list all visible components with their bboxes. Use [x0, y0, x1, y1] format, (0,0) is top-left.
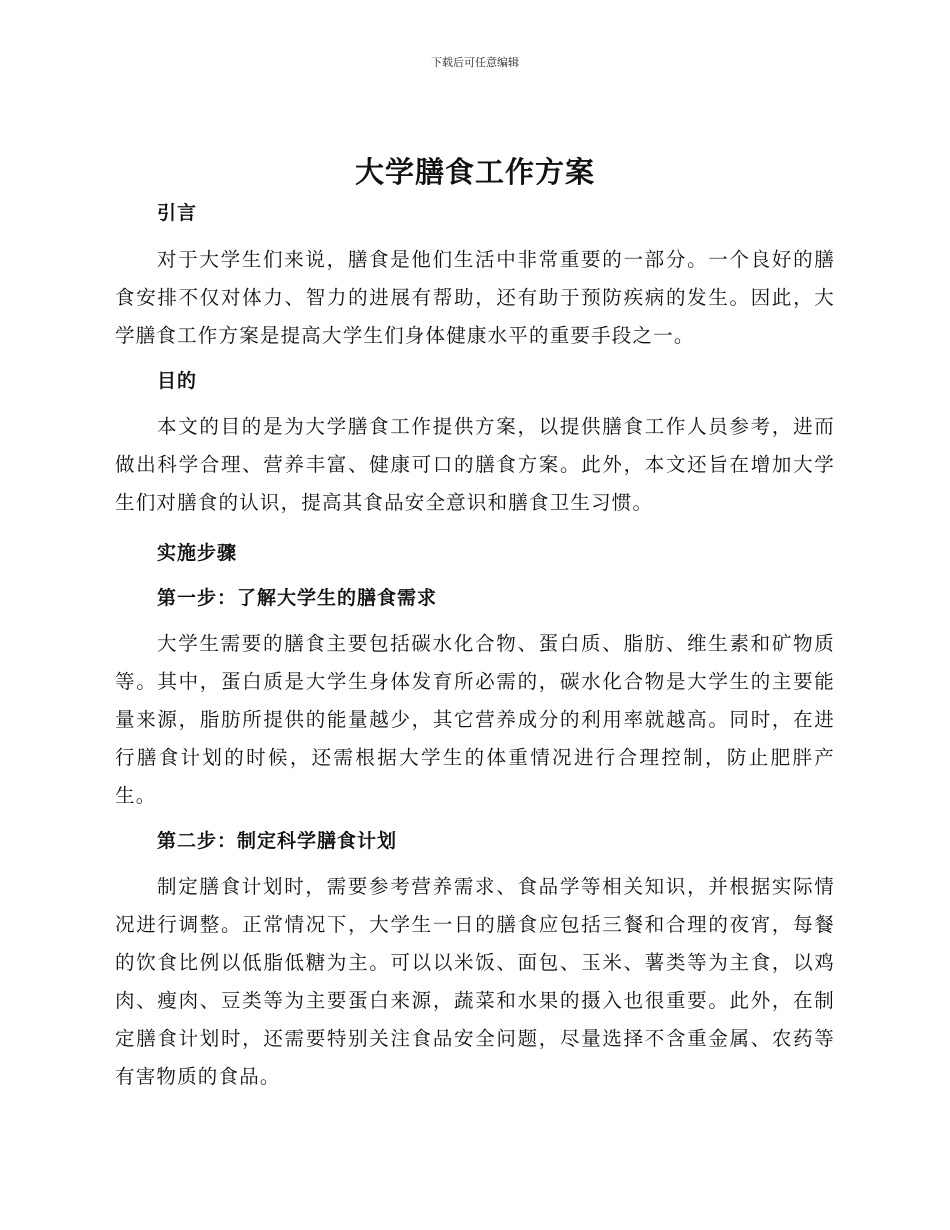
section-paragraph-step-one: 大学生需要的膳食主要包括碳水化合物、蛋白质、脂肪、维生素和矿物质等。其中，蛋白质是大学生身体发育所必需的，碳水化合物是大学生的主要能量来源，脂肪所提供的能量越少，其它营养成分的利用率就越高。同时，在进行膳食计划的时候，还需根据大学生的体重情况进行合理控制，防止肥胖产生。	[115, 632, 835, 807]
section-paragraph-introduction: 对于大学生们来说，膳食是他们生活中非常重要的一部分。一个良好的膳食安排不仅对体力、智力的进展有帮助，还有助于预防疾病的发生。因此，大学膳食工作方案是提高大学生们身体健康水平的重要手段之一。	[115, 248, 835, 347]
page-title: 大学膳食工作方案	[354, 155, 595, 189]
page-header-note: 下载后可任意编辑	[431, 56, 519, 69]
section-heading-step-two: 第二步：制定科学膳食计划	[157, 830, 398, 852]
section-heading-steps: 实施步骤	[157, 542, 238, 564]
section-heading-introduction: 引言	[157, 202, 198, 224]
section-paragraph-step-two: 制定膳食计划时，需要参考营养需求、食品学等相关知识，并根据实际情况进行调整。正常情况下，大学生一日的膳食应包括三餐和合理的夜宵，每餐的饮食比例以低脂低糖为主。可以以米饭、面包、玉米、薯类等为主食，以鸡肉、瘦肉、豆类等为主要蛋白来源，蔬菜和水果的摄入也很重要。此外，在制定膳食计划时，还需要特别关注食品安全问题，尽量选择不含重金属、农药等有害物质的食品。	[115, 875, 835, 1088]
document-body	[115, 195, 835, 1096]
section-heading-purpose: 目的	[157, 370, 198, 392]
section-heading-step-one: 第一步：了解大学生的膳食需求	[157, 587, 438, 609]
section-paragraph-purpose: 本文的目的是为大学膳食工作提供方案，以提供膳食工作人员参考，进而做出科学合理、营养丰富、健康可口的膳食方案。此外，本文还旨在增加大学生们对膳食的认识，提高其食品安全意识和膳食卫生习惯。	[115, 415, 835, 514]
